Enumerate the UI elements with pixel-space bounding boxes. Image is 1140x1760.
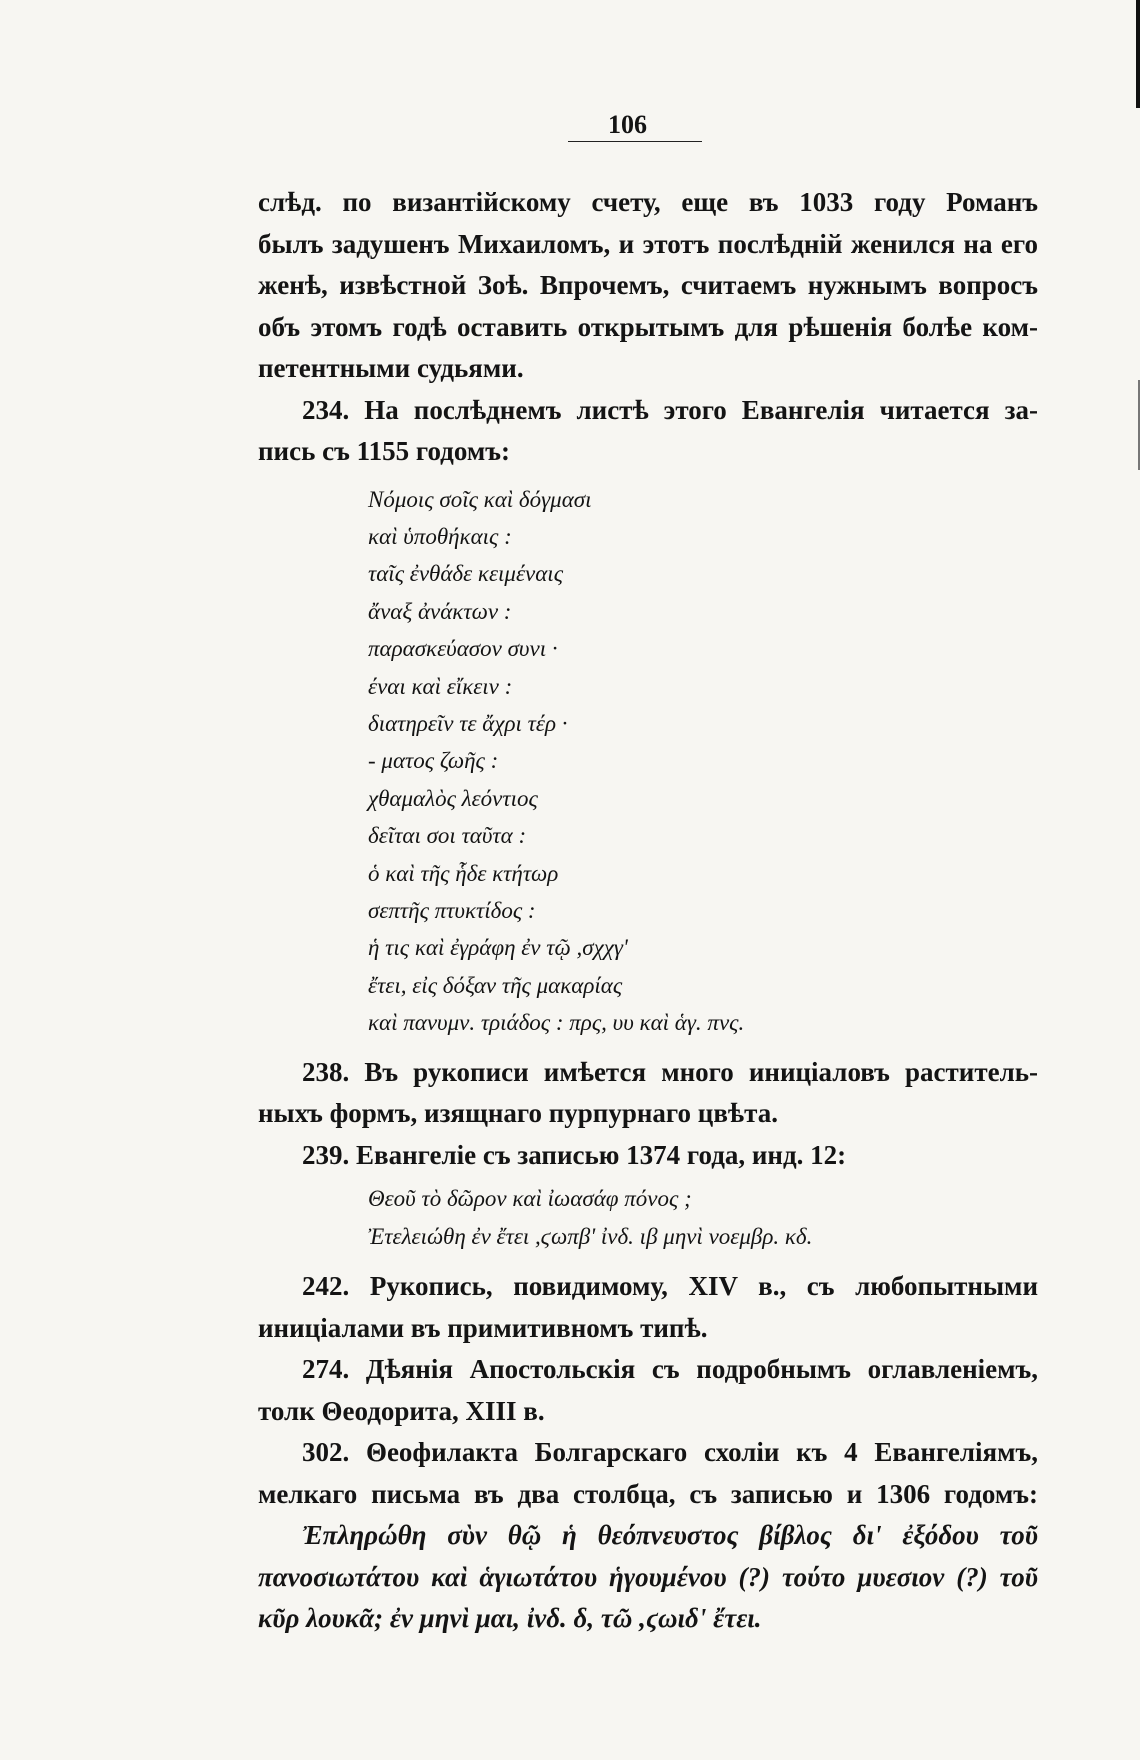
text-line: петентными судьями. [258,353,524,383]
text-line: 238. Въ рукописи имѣется много иниціаловъ раститель- [302,1056,1038,1087]
verse-line: χθαμαλὸς λεόντιος [368,785,538,811]
paragraph-238 [258,1052,1038,1135]
greek-verse-234 [368,481,1038,1042]
paragraph-302 [258,1432,1038,1640]
text-line: ныхъ формъ, изящнаго пурпурнаго цвѣта. [258,1098,778,1129]
verse-line: έναι καὶ εἴκειν : [368,673,513,699]
verse-line: παρασκεύασον συνι · [368,636,558,662]
page-body [258,182,1038,1640]
text-line: объ этомъ годѣ оставить открытымъ для рѣшенія болѣе ком- [258,311,1038,342]
text-line: 302. Θеофилакта Болгарскаго схоліи къ 4 Евангеліямъ, [302,1437,1038,1468]
greek-text-line: πανοσιωτάτου καὶ ἁγιωτάτου ἡγουμένου (?) τούτο μυεσιον (?) τοῦ [258,1561,1038,1592]
text-line: 234. На послѣднемъ листѣ этого Евангелія читается за- [302,394,1038,425]
paragraph-239 [258,1135,1038,1177]
verse-line: ἄναξ ἀνάκτων : [368,598,512,624]
paragraph-242 [258,1266,1038,1349]
page-number-rule [568,141,702,142]
paragraph-continuation [258,182,1038,390]
page-number: 106 [608,110,647,139]
text-line: толк Θеодорита, XIII в. [258,1395,545,1426]
verse-line: Ἐτελειώθη ἐν ἔτει ,ϛωπβ' ἰνδ. ιβ μηνὶ νοεμβρ. κδ. [368,1224,813,1250]
verse-line: ὁ καὶ τῆς ἧδε κτήτωρ [368,860,559,886]
paragraph-274 [258,1349,1038,1432]
text-line: 239. Евангеліе съ записью 1374 года, инд. 12: [302,1139,847,1170]
text-line: 242. Рукопись, повидимому, XIV в., съ любопытными [302,1271,1038,1302]
verse-line: καὶ πανυμν. τριάδος : πρς, υυ καὶ ἁγ. πνς. [368,1010,745,1036]
verse-line: - ματος ζωῆς : [368,748,499,774]
greek-text-line: Ἐπληρώθη σὺν θῷ ἡ θεόπνευστος βίβλος δι' ἐξόδου τοῦ [302,1520,1038,1551]
text-line: мелкаго письма въ два столбца, съ записью и 1306 годомъ: [258,1478,1038,1509]
verse-line: Νόμοις σοῖς καὶ δόγμασι [368,486,592,512]
verse-line: Θεοῦ τὸ δῶρον καὶ ἰωασάφ πόνος ; [368,1186,692,1212]
text-line: иниціалами въ примитивномъ типѣ. [258,1312,708,1343]
greek-verse-239 [368,1180,1038,1256]
text-line: пись съ 1155 годомъ: [258,436,510,466]
verse-line: σεπτῆς πτυκτίδος : [368,897,536,923]
text-line: былъ задушенъ Михаиломъ, и этотъ послѣдній женился на его [258,228,1038,259]
text-line: женѣ, извѣстной Зоѣ. Впрочемъ, считаемъ нужнымъ вопросъ [258,270,1038,300]
text-line: слѣд. по византійскому счету, еще въ 1033 году Романъ [258,187,1038,217]
paragraph-234 [258,390,1038,473]
verse-line: ἡ τις καὶ ἐγράφη ἐν τῷ ,σχχγ' [368,935,628,961]
verse-line: ἔτει, εἰς δόξαν τῆς μακαρίας [368,972,623,998]
text-line: 274. Дѣянія Апостольскія съ подробнымъ оглавленіемъ, [302,1354,1038,1385]
verse-line: διατηρεῖν τε ἄχρι τέρ · [368,710,568,736]
verse-line: καὶ ὑποθήκαις : [368,523,512,549]
verse-line: ταῖς ἐνθάδε κειμέναις [368,561,564,587]
verse-line: δεῖται σοι ταῦτα : [368,823,527,849]
scan-edge-mark [1136,0,1140,108]
greek-text-line: κῦρ λουκᾶ; ἐν μηνὶ μαι, ἰνδ. δ, τῶ ,ϛωιδ' ἔτει. [258,1603,762,1634]
